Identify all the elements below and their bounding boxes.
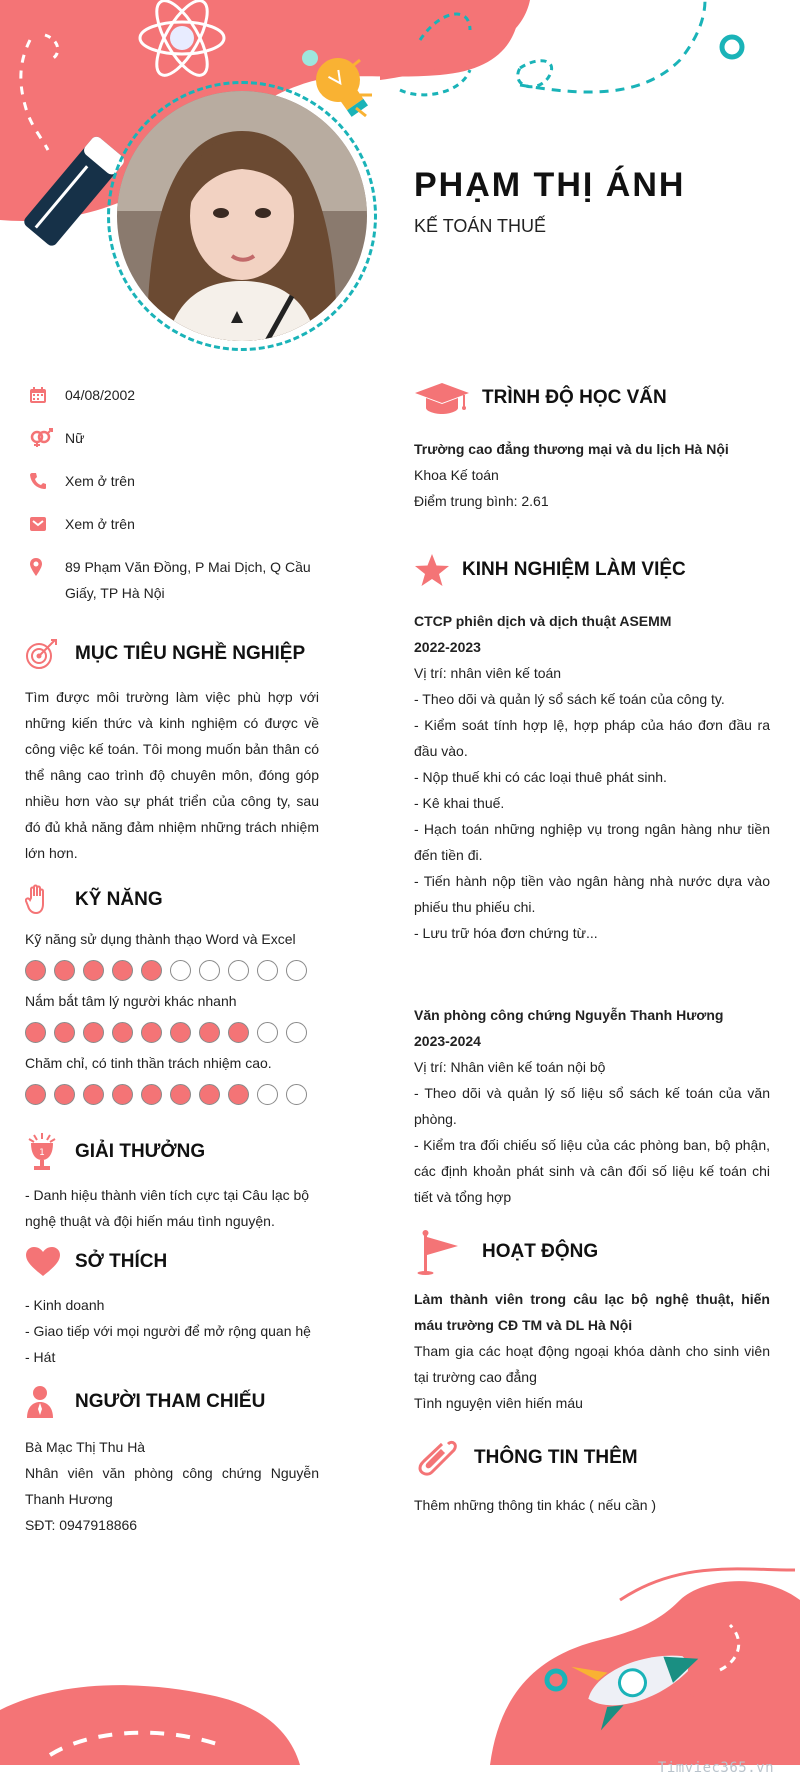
- skill-dot-empty: [257, 1022, 278, 1043]
- awards-text: - Danh hiệu thành viên tích cực tại Câu lạc bộ nghệ thuật và đội hiến máu tình nguyện.: [25, 1187, 310, 1229]
- birthdate-text: 04/08/2002: [65, 387, 136, 403]
- teal-ring-decoration: [722, 37, 742, 57]
- info-email: [25, 511, 319, 537]
- education-gpa: Điểm trung bình: 2.61: [414, 493, 549, 509]
- career-goal-header: [25, 634, 319, 674]
- footer-decoration: [0, 1530, 800, 1788]
- career-goal-title: MỤC TIÊU NGHỀ NGHIỆP: [75, 643, 306, 664]
- job-duty: - Tiến hành nộp tiền vào ngân hàng nhà nước dựa vào phiếu thu phiếu chi.: [414, 873, 770, 915]
- education-school: Trường cao đẳng thương mại và du lịch Hà Nội: [414, 441, 729, 457]
- paperclip-icon: [414, 1438, 474, 1478]
- hobbies-list: [25, 1292, 319, 1370]
- info-gender: [25, 425, 319, 451]
- location-pin-icon: [25, 554, 65, 580]
- references-header: [25, 1382, 319, 1422]
- skill-rating: [25, 1022, 319, 1044]
- watermark: [658, 1760, 774, 1776]
- awards-title: GIẢI THƯỞNG: [75, 1141, 206, 1162]
- experience-job-1: [414, 608, 770, 946]
- activities-body: [414, 1286, 770, 1416]
- target-icon: [25, 637, 75, 671]
- activity-line: Tình nguyện viên hiến máu: [414, 1395, 583, 1411]
- skills-header: [25, 880, 319, 920]
- star-icon: [414, 553, 462, 587]
- skill-label: Kỹ năng sử dụng thành thạo Word và Excel: [25, 931, 296, 947]
- hand-icon: [25, 884, 75, 916]
- skill-dot-filled: [83, 1084, 104, 1105]
- skill-label: Chăm chỉ, có tinh thần trách nhiệm cao.: [25, 1055, 272, 1071]
- skills-title: KỸ NĂNG: [75, 889, 163, 910]
- svg-text:1: 1: [39, 1148, 45, 1158]
- candidate-name: PHẠM THỊ ÁNH: [414, 166, 686, 204]
- skill-dot-filled: [83, 960, 104, 981]
- info-phone: [25, 468, 319, 494]
- job-duty: - Theo dõi và quản lý sổ sách kế toán của công ty.: [414, 691, 725, 707]
- info-birthdate: [25, 382, 319, 408]
- skill-dot-filled: [83, 1022, 104, 1043]
- heart-icon: [25, 1246, 75, 1278]
- awards-header: [25, 1132, 319, 1172]
- skill-dot-filled: [170, 1084, 191, 1105]
- skill-dot-filled: [112, 960, 133, 981]
- graduation-cap-icon: [414, 381, 482, 415]
- email-icon: [25, 511, 65, 537]
- left-column: [25, 382, 319, 1538]
- email-text[interactable]: Xem ở trên: [65, 516, 135, 532]
- address-text: 89 Phạm Văn Đồng, P Mai Dịch, Q Cầu Giấy, TP Hà Nội: [65, 559, 311, 601]
- skill-dot-filled: [54, 1084, 75, 1105]
- hobbies-header: [25, 1242, 319, 1282]
- job-period: 2022-2023: [414, 639, 481, 655]
- job-duty: - Theo dõi và quản lý số liệu sổ sách kế toán của văn phòng.: [414, 1085, 770, 1127]
- skill-dot-empty: [170, 960, 191, 981]
- trophy-icon: [25, 1131, 75, 1173]
- experience-header: [414, 550, 770, 590]
- references-title: NGƯỜI THAM CHIẾU: [75, 1391, 266, 1412]
- skill-dot-empty: [286, 1084, 307, 1105]
- education-body: [414, 436, 770, 514]
- extra-info-title: THÔNG TIN THÊM: [474, 1447, 638, 1468]
- skill-dot-filled: [25, 1022, 46, 1043]
- skill-dot-filled: [112, 1084, 133, 1105]
- education-header: [414, 378, 770, 418]
- avatar: [117, 91, 367, 341]
- skill-rating: [25, 960, 319, 982]
- skill-dot-empty: [286, 960, 307, 981]
- skill-dot-filled: [228, 1022, 249, 1043]
- extra-info-text: Thêm những thông tin khác ( nếu cần ): [414, 1497, 657, 1513]
- skill-dot-empty: [257, 1084, 278, 1105]
- skill-dot-filled: [112, 1022, 133, 1043]
- job-period: 2023-2024: [414, 1033, 481, 1049]
- skill-dot-filled: [141, 1022, 162, 1043]
- portrait-photo: [117, 91, 367, 341]
- experience-title: KINH NGHIỆM LÀM VIỆC: [462, 559, 686, 580]
- experience-job-2: [414, 1002, 770, 1210]
- skill-dot-empty: [286, 1022, 307, 1043]
- education-faculty: Khoa Kế toán: [414, 467, 499, 483]
- skill-label: Nắm bắt tâm lý người khác nhanh: [25, 993, 237, 1009]
- skill-dot-filled: [54, 1022, 75, 1043]
- person-icon: [25, 1385, 75, 1419]
- job-duty: - Kiểm soát tính hợp lệ, hợp pháp của háo đơn đầu ra đầu vào.: [414, 717, 770, 759]
- hobby-item: - Hát: [25, 1349, 56, 1365]
- hobbies-title: SỞ THÍCH: [75, 1251, 168, 1272]
- skill-rating: [25, 1084, 319, 1106]
- job-duty: - Hạch toán những nghiệp vụ trong ngân hàng như tiền đến tiền đi.: [414, 821, 770, 863]
- references-body: [25, 1434, 319, 1538]
- job-company: Văn phòng công chứng Nguyễn Thanh Hương: [414, 1007, 724, 1023]
- right-column: [414, 378, 770, 1518]
- skill-dot-filled: [228, 1084, 249, 1105]
- gender-text: Nữ: [65, 430, 85, 446]
- watermark-text: Timviec365.vn: [657, 1760, 774, 1776]
- education-title: TRÌNH ĐỘ HỌC VẤN: [482, 387, 667, 408]
- hobby-item: - Giao tiếp với mọi người để mở rộng quan hệ: [25, 1323, 311, 1339]
- calendar-icon: [25, 382, 65, 408]
- job-company: CTCP phiên dịch và dịch thuật ASEMM: [414, 613, 672, 629]
- skill-dot-filled: [141, 1084, 162, 1105]
- job-duty: - Nộp thuế khi có các loại thuê phát sinh.: [414, 769, 667, 785]
- flag-icon: [414, 1229, 482, 1275]
- skill-dot-empty: [257, 960, 278, 981]
- activities-header: [414, 1232, 770, 1272]
- phone-text[interactable]: Xem ở trên: [65, 473, 135, 489]
- skill-dot-filled: [199, 1084, 220, 1105]
- job-duty: - Lưu trữ hóa đơn chứng từ...: [414, 925, 598, 941]
- job-position: Vị trí: Nhân viên kế toán nội bộ: [414, 1059, 606, 1075]
- skill-dot-filled: [170, 1022, 191, 1043]
- reference-name: Bà Mạc Thị Thu Hà: [25, 1439, 146, 1455]
- skill-dot-filled: [141, 960, 162, 981]
- phone-icon: [25, 468, 65, 494]
- reference-position: Nhân viên văn phòng công chứng Nguyễn Thanh Hương: [25, 1465, 319, 1507]
- skill-dot-filled: [25, 960, 46, 981]
- job-duty: - Kê khai thuế.: [414, 795, 505, 811]
- job-duty: - Kiểm tra đối chiếu số liệu của các phòng ban, bộ phận, các định khoản phát sinh và cân đối số liệu kế toán chi tiết và tổng hợp: [414, 1137, 770, 1205]
- hobby-item: - Kinh doanh: [25, 1297, 105, 1313]
- extra-info-header: [414, 1438, 770, 1478]
- skill-dot-empty: [228, 960, 249, 981]
- info-address: [25, 554, 319, 606]
- skill-dot-filled: [54, 960, 75, 981]
- skill-dot-empty: [199, 960, 220, 981]
- skill-dot-filled: [199, 1022, 220, 1043]
- bottom-left-blob: [0, 1685, 300, 1765]
- gender-icon: [25, 425, 65, 451]
- career-goal-text: Tìm được môi trường làm việc phù hợp với những kiến thức và kinh nghiệm có được về công việc kế toán. Tôi mong muốn bản thân có thể nâng cao trình độ chuyên môn, đóng góp nhiều hơn vào sự phát triển của công ty, sau đó đủ khả năng đảm nhiệm những trách nhiệm lớn hơn.: [25, 689, 319, 861]
- activities-heading: Làm thành viên trong câu lạc bộ nghệ thuật, hiến máu trường CĐ TM và DL Hà Nội: [414, 1291, 770, 1333]
- activity-line: Tham gia các hoạt động ngoại khóa dành cho sinh viên tại trường cao đẳng: [414, 1343, 770, 1385]
- activities-title: HOẠT ĐỘNG: [482, 1241, 599, 1262]
- reference-phone: SĐT: 0947918866: [25, 1517, 138, 1533]
- skill-dot-filled: [25, 1084, 46, 1105]
- job-position: Vị trí: nhân viên kế toán: [414, 665, 562, 681]
- job-title: KẾ TOÁN THUẾ: [414, 216, 547, 236]
- skills-list: [25, 926, 319, 1106]
